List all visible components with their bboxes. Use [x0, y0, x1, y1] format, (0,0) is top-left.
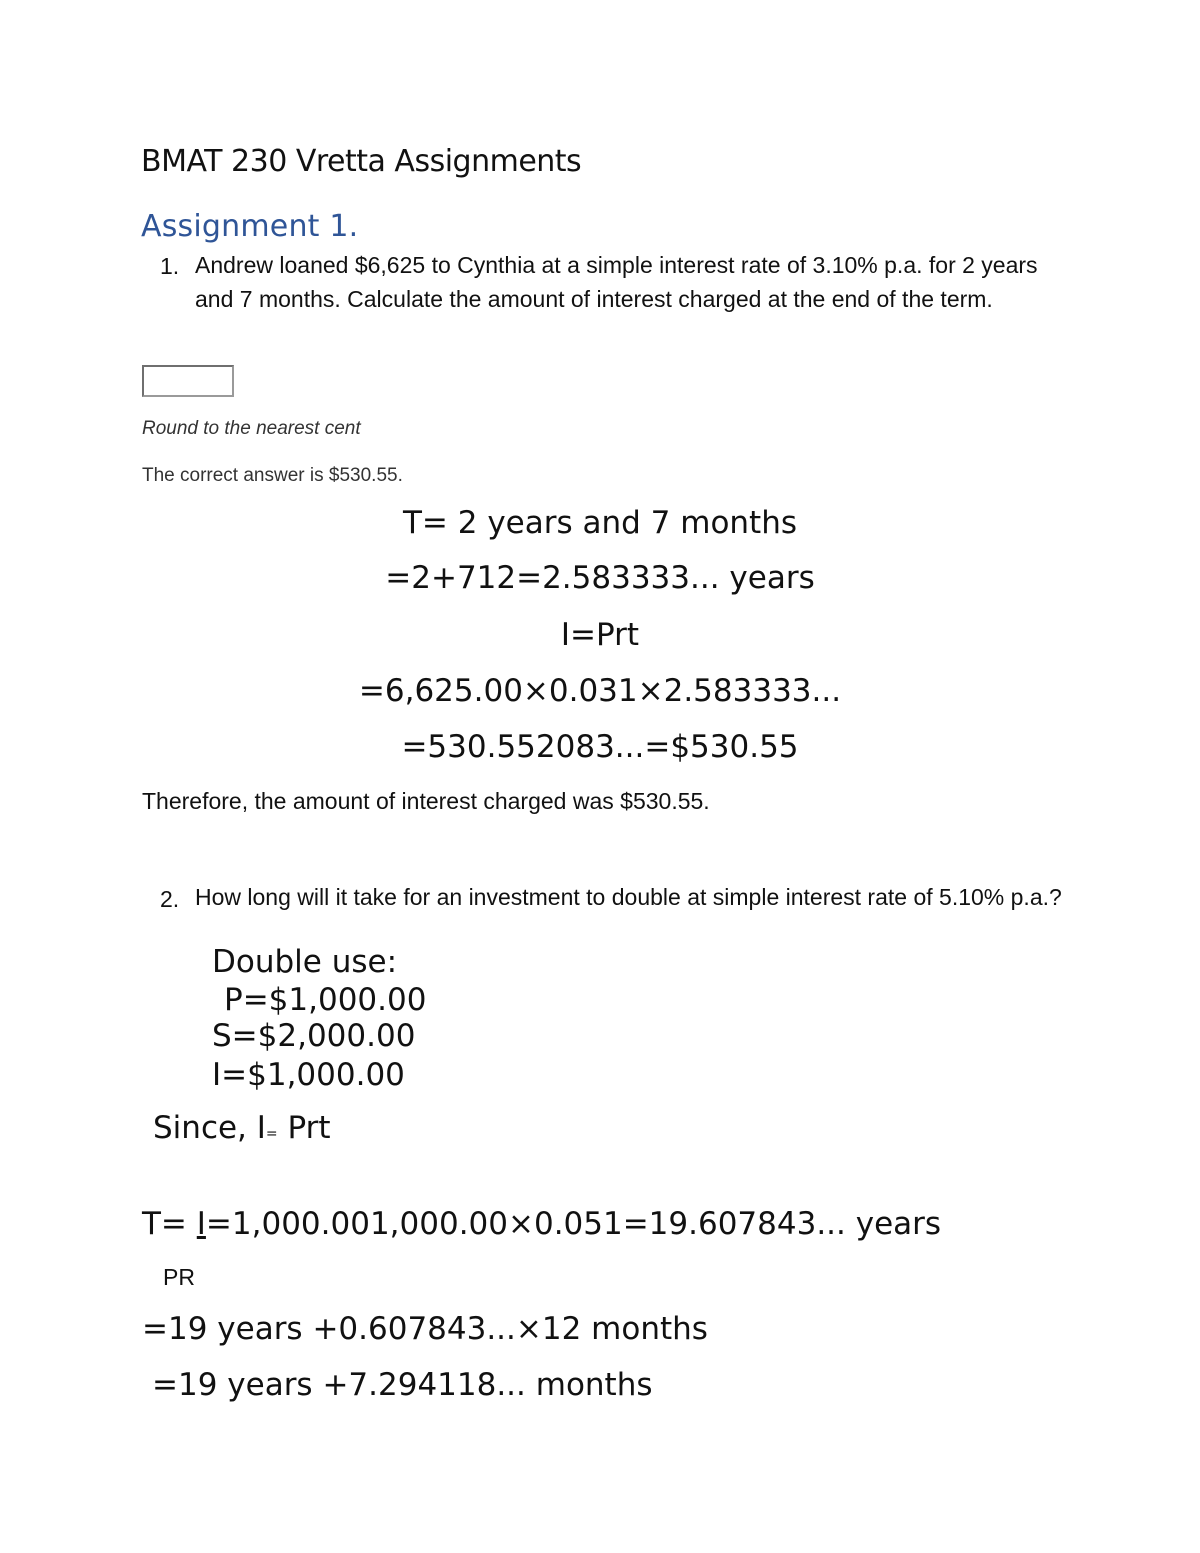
months-conversion-step: =19 years +0.607843...×12 months	[142, 1311, 708, 1347]
interest-value: I=$1,000.00	[212, 1057, 405, 1093]
solution-step-formula: I=Prt	[560, 617, 640, 653]
question-2-number: 2.	[160, 886, 180, 912]
time-calculation: T= I=1,000.001,000.00×0.051=19.607843... years	[142, 1206, 942, 1242]
correct-answer: The correct answer is $530.55.	[142, 465, 403, 486]
solution-step-time: T= 2 years and 7 months	[402, 505, 798, 541]
rounding-hint: Round to the nearest cent	[142, 418, 361, 439]
question-2-text: How long will it take for an investment to double at simple interest rate of 5.10% p.a.?	[195, 884, 1062, 910]
solution-step-substitution: =6,625.00×0.031×2.583333...	[358, 673, 842, 709]
question-1-number: 1.	[160, 253, 180, 279]
pr-denominator-label: PR	[163, 1264, 195, 1290]
solution-step-years: =2+712=2.583333... years	[385, 560, 815, 596]
principal-value: P=$1,000.00	[224, 982, 427, 1018]
document-title: BMAT 230 Vretta Assignments	[141, 144, 582, 179]
question-1-text: Andrew loaned $6,625 to Cynthia at a simple interest rate of 3.10% p.a. for 2 years and 7 months. Calculate the amount of interest charged at the end of the term.	[195, 252, 1038, 312]
sum-value: S=$2,000.00	[212, 1018, 416, 1054]
months-result-step: =19 years +7.294118... months	[152, 1367, 653, 1403]
answer-input[interactable]	[142, 365, 234, 397]
q1-conclusion: Therefore, the amount of interest charged was $530.55.	[142, 788, 710, 814]
assignment-heading: Assignment 1.	[141, 209, 359, 244]
solution-step-result: =530.552083...=$530.55	[401, 729, 799, 765]
double-use-label: Double use:	[212, 944, 398, 980]
since-formula: Since, I= Prt	[153, 1110, 331, 1146]
